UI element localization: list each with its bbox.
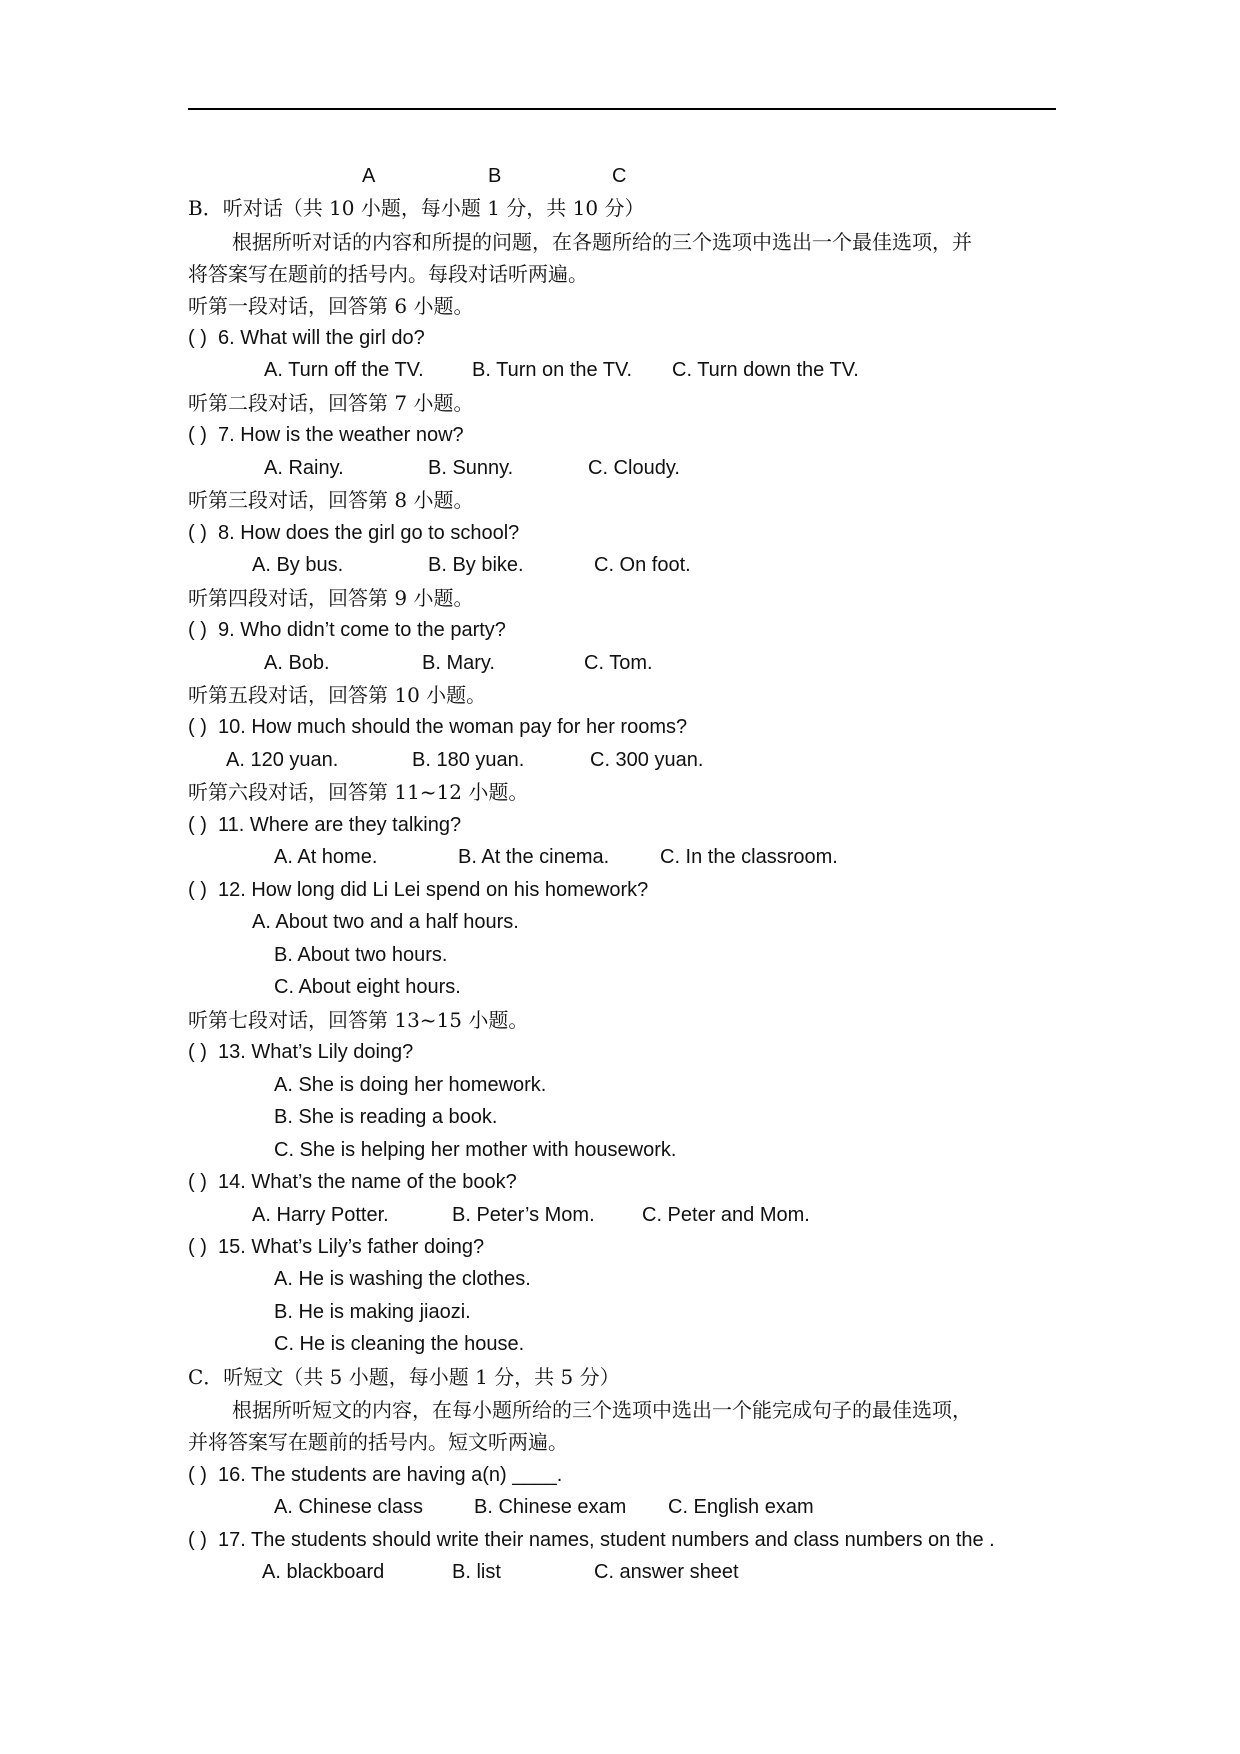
question-8 — [188, 521, 519, 545]
q12-option-b: B. About two hours. — [274, 944, 448, 966]
dialogue-2-header: 听第二段对话，回答第 7 小题。 — [188, 391, 474, 415]
answer-bracket: ( ) — [188, 619, 207, 641]
question-11 — [188, 813, 461, 837]
question-text: 8. How does the girl go to school? — [218, 522, 520, 544]
question-text: 6. What will the girl do? — [218, 327, 425, 349]
q7-option-a: A. Rainy. — [264, 457, 344, 479]
section-b-instruction-2: 将答案写在题前的括号内。每段对话听两遍。 — [188, 262, 588, 286]
section-c-heading: C．听短文（共 5 小题，每小题 1 分，共 5 分） — [188, 1365, 620, 1389]
q12-option-a: A. About two and a half hours. — [252, 911, 519, 933]
question-text: 16. The students are having a(n) ____. — [218, 1464, 563, 1486]
question-text: 7. How is the weather now? — [218, 424, 464, 446]
question-17 — [188, 1528, 995, 1552]
q7-option-c: C. Cloudy. — [588, 457, 680, 479]
q12-option-c: C. About eight hours. — [274, 976, 461, 998]
dialogue-5-header: 听第五段对话，回答第 10 小题。 — [188, 683, 487, 707]
header-rule — [188, 108, 1056, 110]
q10-option-b: B. 180 yuan. — [412, 749, 525, 771]
q17-option-c: C. answer sheet — [594, 1561, 739, 1583]
answer-bracket: ( ) — [188, 1464, 207, 1486]
image-label-a: A — [362, 165, 376, 187]
question-14 — [188, 1170, 517, 1194]
section-c-instruction-2: 并将答案写在题前的括号内。短文听两遍。 — [188, 1430, 568, 1454]
answer-bracket: ( ) — [188, 424, 207, 446]
q15-option-c: C. He is cleaning the house. — [274, 1333, 525, 1355]
question-text: 12. How long did Li Lei spend on his homework? — [218, 879, 649, 901]
question-text: 9. Who didn’t come to the party? — [218, 619, 506, 641]
q15-option-b: B. He is making jiaozi. — [274, 1301, 471, 1323]
section-b-instruction-1: 根据所听对话的内容和所提的问题，在各题所给的三个选项中选出一个最佳选项，并 — [232, 230, 972, 254]
q9-option-c: C. Tom. — [584, 652, 653, 674]
question-13 — [188, 1040, 413, 1064]
dialogue-1-header: 听第一段对话，回答第 6 小题。 — [188, 294, 474, 318]
q14-option-a: A. Harry Potter. — [252, 1204, 389, 1226]
answer-bracket: ( ) — [188, 1041, 207, 1063]
question-9 — [188, 618, 506, 642]
q9-option-a: A. Bob. — [264, 652, 330, 674]
dialogue-6-header: 听第六段对话，回答第 11~12 小题。 — [188, 780, 529, 804]
answer-bracket: ( ) — [188, 879, 207, 901]
q13-option-c: C. She is helping her mother with housework. — [274, 1139, 677, 1161]
q17-option-a: A. blackboard — [262, 1561, 385, 1583]
question-text: 14. What’s the name of the book? — [218, 1171, 517, 1193]
dialogue-7-header: 听第七段对话，回答第 13~15 小题。 — [188, 1008, 529, 1032]
image-label-c: C — [612, 165, 627, 187]
q14-option-b: B. Peter’s Mom. — [452, 1204, 595, 1226]
question-text: 11. Where are they talking? — [218, 814, 462, 836]
q14-option-c: C. Peter and Mom. — [642, 1204, 810, 1226]
answer-bracket: ( ) — [188, 716, 207, 738]
question-text: 13. What’s Lily doing? — [218, 1041, 414, 1063]
question-10 — [188, 715, 687, 739]
question-text: 17. The students should write their names, student numbers and class numbers on the . — [218, 1529, 995, 1551]
q9-option-b: B. Mary. — [422, 652, 495, 674]
q16-option-a: A. Chinese class — [274, 1496, 423, 1518]
answer-bracket: ( ) — [188, 1171, 207, 1193]
q7-option-b: B. Sunny. — [428, 457, 514, 479]
q16-option-b: B. Chinese exam — [474, 1496, 627, 1518]
q6-option-c: C. Turn down the TV. — [672, 359, 859, 381]
q8-option-c: C. On foot. — [594, 554, 691, 576]
q11-option-a: A. At home. — [274, 846, 378, 868]
answer-bracket: ( ) — [188, 522, 207, 544]
answer-bracket: ( ) — [188, 1529, 207, 1551]
q8-option-a: A. By bus. — [252, 554, 344, 576]
image-label-b: B — [488, 165, 502, 187]
question-16 — [188, 1463, 562, 1487]
q10-option-c: C. 300 yuan. — [590, 749, 704, 771]
dialogue-3-header: 听第三段对话，回答第 8 小题。 — [188, 488, 474, 512]
question-7 — [188, 423, 464, 447]
section-b-heading: B．听对话（共 10 小题，每小题 1 分，共 10 分） — [188, 196, 645, 220]
question-text: 10. How much should the woman pay for her rooms? — [218, 716, 688, 738]
section-c-instruction-1: 根据所听短文的内容，在每小题所给的三个选项中选出一个能完成句子的最佳选项， — [232, 1398, 972, 1422]
q13-option-a: A. She is doing her homework. — [274, 1074, 547, 1096]
question-12 — [188, 878, 648, 902]
question-15 — [188, 1235, 484, 1259]
q13-option-b: B. She is reading a book. — [274, 1106, 498, 1128]
question-text: 15. What’s Lily’s father doing? — [218, 1236, 485, 1258]
q6-option-a: A. Turn off the TV. — [264, 359, 424, 381]
answer-bracket: ( ) — [188, 814, 207, 836]
q6-option-b: B. Turn on the TV. — [472, 359, 633, 381]
q11-option-b: B. At the cinema. — [458, 846, 610, 868]
q15-option-a: A. He is washing the clothes. — [274, 1268, 531, 1290]
q17-option-b: B. list — [452, 1561, 501, 1583]
dialogue-4-header: 听第四段对话，回答第 9 小题。 — [188, 586, 474, 610]
answer-bracket: ( ) — [188, 1236, 207, 1258]
q11-option-c: C. In the classroom. — [660, 846, 838, 868]
q10-option-a: A. 120 yuan. — [226, 749, 339, 771]
answer-bracket: ( ) — [188, 327, 207, 349]
question-6 — [188, 326, 425, 350]
q8-option-b: B. By bike. — [428, 554, 524, 576]
q16-option-c: C. English exam — [668, 1496, 814, 1518]
